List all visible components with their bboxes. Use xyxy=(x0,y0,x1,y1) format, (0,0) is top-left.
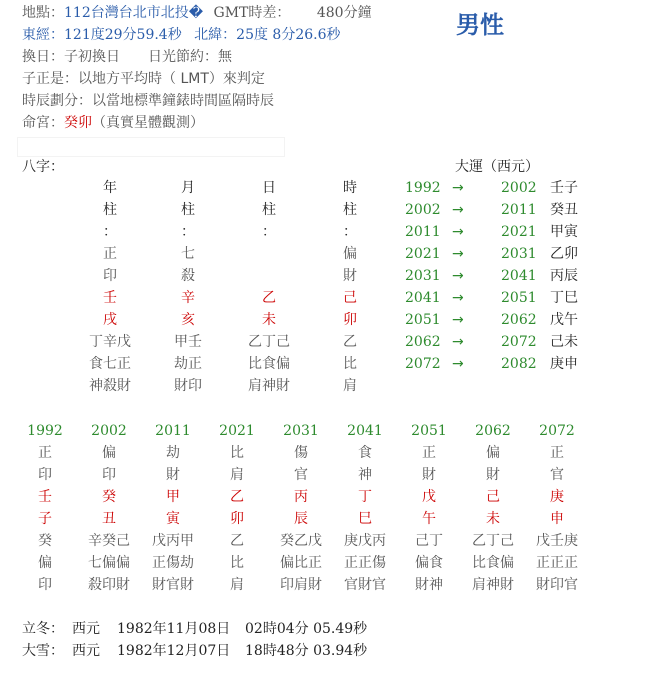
dayun-grid-column xyxy=(397,420,461,596)
dayun-grid-ss2: 印 xyxy=(102,467,116,483)
pillar-h2: 柱 xyxy=(181,202,195,218)
minggong-note: （真實星體觀測） xyxy=(92,115,204,131)
dayun-grid-gan: 丁 xyxy=(358,489,372,505)
dayun-grid-cs2: 財官財 xyxy=(152,577,194,593)
dayun-ganzhi: 丙辰 xyxy=(550,268,578,284)
arrow-icon: → xyxy=(452,290,464,306)
pillar-cang: 丁辛戊 xyxy=(89,334,131,350)
dayun-grid-year: 2021 xyxy=(219,423,255,439)
zizheng-row: 子正是：以地方平均時（ LMT）來判定 xyxy=(22,71,265,87)
pillar-column xyxy=(70,177,150,397)
dayun-grid-cs1: 偏食 xyxy=(415,555,443,571)
dayun-grid-ss1: 正 xyxy=(550,445,564,461)
dayun-grid-ss2: 印 xyxy=(38,467,52,483)
pillar-zhi: 未 xyxy=(262,312,276,328)
minggong-label: 命宮： xyxy=(22,115,64,131)
dayun-grid-gan: 壬 xyxy=(38,489,52,505)
dayun-grid-zhi: 丑 xyxy=(102,511,116,527)
dayun-ganzhi: 庚申 xyxy=(550,356,578,372)
pillar-column xyxy=(310,177,390,397)
dayun-grid-gan: 己 xyxy=(486,489,500,505)
latitude-label: 北緯： xyxy=(194,27,237,43)
dayun-grid-cang: 乙 xyxy=(230,533,244,549)
pillar-cang: 乙 xyxy=(343,334,357,350)
pillar-h2: 柱 xyxy=(343,202,357,218)
dayun-to-year: 2021 xyxy=(501,224,537,240)
bazi-title: 八字： xyxy=(22,159,64,175)
pillar-ss1: 偏 xyxy=(343,246,357,262)
dayun-from-year: 2002 xyxy=(405,202,441,218)
dayun-grid-cang: 乙丁己 xyxy=(472,533,514,549)
jieqi-name: 立冬： xyxy=(22,621,64,637)
pillar-cs2: 肩神財 xyxy=(248,378,290,394)
jieqi-name: 大雪： xyxy=(22,643,64,659)
pillar-cs2: 財印 xyxy=(174,378,202,394)
dayun-grid-year: 2062 xyxy=(475,423,511,439)
jieqi-time: 02時04分 05.49秒 xyxy=(245,621,368,637)
dayun-grid-year: 2051 xyxy=(411,423,447,439)
pillar-h3: ： xyxy=(181,224,195,240)
dayun-grid-cs1: 偏 xyxy=(38,555,52,571)
jieqi-time: 18時48分 03.94秒 xyxy=(245,643,368,659)
pillar-h3: ： xyxy=(343,224,357,240)
dayun-from-year: 2021 xyxy=(405,246,441,262)
dayun-ganzhi: 己未 xyxy=(550,334,578,350)
dayun-grid-column xyxy=(269,420,333,596)
pillar-h2: 柱 xyxy=(103,202,117,218)
pillar-cs2: 肩 xyxy=(343,378,357,394)
dayun-grid-cang: 辛癸己 xyxy=(88,533,130,549)
minggong-row xyxy=(22,113,204,133)
dayun-grid-gan: 甲 xyxy=(166,489,180,505)
pillar-ss2: 殺 xyxy=(181,268,195,284)
jieqi-era: 西元 xyxy=(72,643,100,659)
dayun-grid-ss2: 官 xyxy=(550,467,564,483)
dayun-grid-column xyxy=(13,420,77,596)
dayun-to-year: 2041 xyxy=(501,268,537,284)
dayun-ganzhi: 戊午 xyxy=(550,312,578,328)
dayun-to-year: 2031 xyxy=(501,246,537,262)
dayun-grid-ss1: 偏 xyxy=(102,445,116,461)
dayun-from-year: 2062 xyxy=(405,334,441,350)
dayun-grid-ss2: 財 xyxy=(166,467,180,483)
dayun-grid-cang: 戊丙甲 xyxy=(152,533,194,549)
dayun-from-year: 2072 xyxy=(405,356,441,372)
dayun-grid-ss2: 神 xyxy=(358,467,372,483)
pillar-cs1: 食七正 xyxy=(89,356,131,372)
dayun-to-year: 2082 xyxy=(501,356,537,372)
day-change-row: 換日：子初換日 日光節約：無 xyxy=(22,49,232,65)
arrow-icon: → xyxy=(452,202,464,218)
dayun-grid-cs1: 七偏偏 xyxy=(88,555,130,571)
dayun-grid-zhi: 午 xyxy=(422,511,436,527)
dayun-grid-column xyxy=(77,420,141,596)
dayun-grid-year: 2031 xyxy=(283,423,319,439)
longitude-label: 東經： xyxy=(22,27,64,43)
dayun-to-year: 2051 xyxy=(501,290,537,306)
dayun-grid-ss2: 財 xyxy=(422,467,436,483)
dayun-grid-column xyxy=(141,420,205,596)
dayun-to-year: 2072 xyxy=(501,334,537,350)
dayun-grid-ss1: 劫 xyxy=(166,445,180,461)
shichen-row: 時辰劃分：以當地標準鐘錶時間區隔時辰 xyxy=(22,93,274,109)
coords-row xyxy=(22,25,341,45)
dayun-grid-cang: 庚戊丙 xyxy=(344,533,386,549)
dayun-grid-cs1: 偏比正 xyxy=(280,555,322,571)
dayun-grid-ss1: 傷 xyxy=(294,445,308,461)
pillar-gan: 己 xyxy=(343,290,357,306)
dayun-grid-cs2: 殺印財 xyxy=(88,577,130,593)
arrow-icon: → xyxy=(452,312,464,328)
pillar-cs1: 比 xyxy=(343,356,357,372)
location-value: 112台灣台北市北投� xyxy=(64,5,204,21)
dayun-grid-cs1: 比 xyxy=(230,555,244,571)
pillar-gan: 乙 xyxy=(262,290,276,306)
pillar-cang: 乙丁己 xyxy=(248,334,290,350)
pillar-cang: 甲壬 xyxy=(174,334,202,350)
dayun-grid-column xyxy=(525,420,589,596)
dayun-grid-year: 1992 xyxy=(27,423,63,439)
arrow-icon: → xyxy=(452,268,464,284)
dayun-grid-cs2: 印肩財 xyxy=(280,577,322,593)
pillar-ss2: 印 xyxy=(103,268,117,284)
dayun-grid-cs2: 印 xyxy=(38,577,52,593)
dayun-to-year: 2011 xyxy=(501,202,537,218)
dayun-grid-cs1: 正正傷 xyxy=(344,555,386,571)
dayun-grid-column xyxy=(205,420,269,596)
dayun-grid-ss2: 肩 xyxy=(230,467,244,483)
dayun-from-year: 2031 xyxy=(405,268,441,284)
pillar-column xyxy=(229,177,309,397)
dayun-grid-cs2: 肩神財 xyxy=(472,577,514,593)
dayun-grid-ss1: 偏 xyxy=(486,445,500,461)
arrow-icon: → xyxy=(452,246,464,262)
dayun-grid-cs2: 肩 xyxy=(230,577,244,593)
pillar-ss1: 正 xyxy=(103,246,117,262)
gmt-value: 480分鐘 xyxy=(316,5,372,21)
dayun-from-year: 1992 xyxy=(405,180,441,196)
pillar-gan: 辛 xyxy=(181,290,195,306)
gender-label: 男性 xyxy=(456,11,504,39)
dayun-grid-cs1: 正傷劫 xyxy=(152,555,194,571)
dayun-grid-cang: 癸乙戊 xyxy=(280,533,322,549)
pillar-column xyxy=(148,177,228,397)
pillar-zhi: 戌 xyxy=(103,312,117,328)
dayun-ganzhi: 癸丑 xyxy=(550,202,578,218)
dayun-grid-ss2: 官 xyxy=(294,467,308,483)
dayun-title: 大運（西元） xyxy=(455,159,539,175)
dayun-grid-cs2: 財印官 xyxy=(536,577,578,593)
dayun-grid-ss1: 正 xyxy=(38,445,52,461)
dayun-grid-cang: 戊壬庚 xyxy=(536,533,578,549)
longitude-value: 121度29分59.4秒 xyxy=(64,27,182,43)
pillar-h3: ： xyxy=(103,224,117,240)
dayun-grid-zhi: 未 xyxy=(486,511,500,527)
dayun-from-year: 2011 xyxy=(405,224,441,240)
dayun-grid-column xyxy=(461,420,525,596)
dayun-grid-year: 2041 xyxy=(347,423,383,439)
jieqi-date: 1982年11月08日 xyxy=(117,621,231,637)
minggong-value: 癸卯 xyxy=(64,115,92,131)
dayun-ganzhi: 甲寅 xyxy=(550,224,578,240)
arrow-icon: → xyxy=(452,334,464,350)
dayun-grid-zhi: 寅 xyxy=(166,511,180,527)
dayun-grid-zhi: 巳 xyxy=(358,511,372,527)
dayun-ganzhi: 壬子 xyxy=(550,180,578,196)
dayun-grid-ss2: 財 xyxy=(486,467,500,483)
pillar-zhi: 卯 xyxy=(343,312,357,328)
dayun-grid-zhi: 子 xyxy=(38,511,52,527)
dayun-grid-cang: 己丁 xyxy=(415,533,443,549)
pillar-h2: 柱 xyxy=(262,202,276,218)
dayun-to-year: 2062 xyxy=(501,312,537,328)
dayun-grid-zhi: 卯 xyxy=(230,511,244,527)
arrow-icon: → xyxy=(452,224,464,240)
dayun-grid-ss1: 比 xyxy=(230,445,244,461)
blank-field xyxy=(17,137,285,157)
jieqi-date: 1982年12月07日 xyxy=(117,643,231,659)
dayun-grid-gan: 庚 xyxy=(550,489,564,505)
dayun-grid-ss1: 正 xyxy=(422,445,436,461)
pillar-zhi: 亥 xyxy=(181,312,195,328)
pillar-h3: ： xyxy=(262,224,276,240)
dayun-from-year: 2041 xyxy=(405,290,441,306)
dayun-grid-cs2: 財神 xyxy=(415,577,443,593)
dayun-grid-column xyxy=(333,420,397,596)
gmt-label: GMT時差： xyxy=(213,5,291,21)
latitude-value: 25度 8分26.6秒 xyxy=(236,27,341,43)
pillar-ss2: 財 xyxy=(343,268,357,284)
dayun-grid-cs2: 官財官 xyxy=(344,577,386,593)
jieqi-era: 西元 xyxy=(72,621,100,637)
dayun-grid-cs1: 比食偏 xyxy=(472,555,514,571)
dayun-grid-year: 2002 xyxy=(91,423,127,439)
dayun-grid-cang: 癸 xyxy=(38,533,52,549)
dayun-grid-gan: 丙 xyxy=(294,489,308,505)
pillar-h1: 年 xyxy=(103,180,117,196)
dayun-from-year: 2051 xyxy=(405,312,441,328)
dayun-grid-zhi: 申 xyxy=(550,511,564,527)
dayun-grid-cs1: 正正正 xyxy=(536,555,578,571)
pillar-h1: 日 xyxy=(262,180,276,196)
dayun-grid-gan: 癸 xyxy=(102,489,116,505)
dayun-grid-year: 2072 xyxy=(539,423,575,439)
dayun-grid-gan: 乙 xyxy=(230,489,244,505)
dayun-grid-zhi: 辰 xyxy=(294,511,308,527)
pillar-cs2: 神殺財 xyxy=(89,378,131,394)
dayun-to-year: 2002 xyxy=(501,180,537,196)
dayun-ganzhi: 乙卯 xyxy=(550,246,578,262)
pillar-ss2 xyxy=(229,265,309,287)
pillar-cs1: 劫正 xyxy=(174,356,202,372)
location-label: 地點： xyxy=(22,5,64,21)
dayun-grid-year: 2011 xyxy=(155,423,191,439)
pillar-gan: 壬 xyxy=(103,290,117,306)
arrow-icon: → xyxy=(452,180,464,196)
dayun-grid-ss1: 食 xyxy=(358,445,372,461)
pillar-h1: 月 xyxy=(181,180,195,196)
dayun-grid-gan: 戊 xyxy=(422,489,436,505)
location-row xyxy=(22,3,372,23)
arrow-icon: → xyxy=(452,356,464,372)
pillar-ss1: 七 xyxy=(181,246,195,262)
pillar-cs1: 比食偏 xyxy=(248,356,290,372)
dayun-ganzhi: 丁巳 xyxy=(550,290,578,306)
pillar-h1: 時 xyxy=(343,180,357,196)
pillar-ss1 xyxy=(229,243,309,265)
